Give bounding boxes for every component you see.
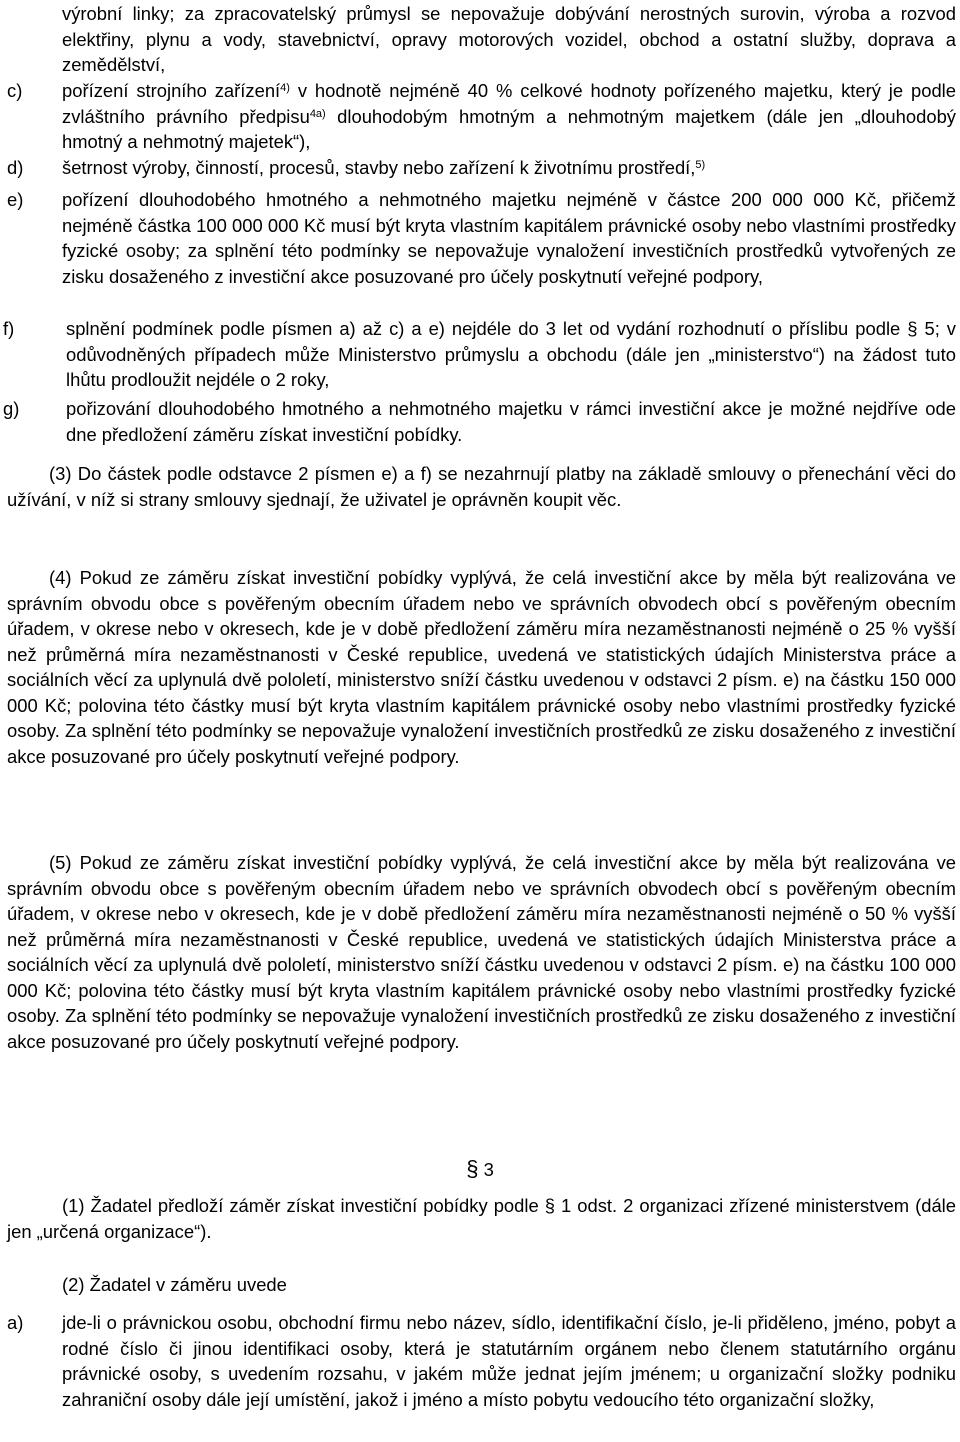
list-item-g	[3, 396, 956, 447]
section-symbol: §	[466, 1156, 479, 1181]
list-text: jde-li o právnickou osobu, obchodní firmu nebo název, sídlo, identifikační číslo, je-li přiděleno, jméno, pobyt a rodné číslo či jinou identifikaci osoby, která je statutárním orgánem nebo členem statutárního orgánu právnické osoby, s uvedením rozsahu, v jakém může jednat jejím jménem; u organizační složky podniku zahraniční osoby dále její umístění, jakož i jméno a místo pobytu vedoucího této organizační složky,	[62, 1312, 956, 1410]
list-label: e)	[7, 189, 24, 210]
list-item-e	[7, 187, 956, 289]
list-item-f	[3, 316, 956, 393]
continuation-paragraph: výrobní linky; za zpracovatelský průmysl se nepovažuje dobývání nerostných surovin, výroba a rozvod elektřiny, plynu a vody, stavebnictví, opravy motorových vozidel, obchod a ostatní služby, doprava a zemědělství,	[62, 3, 956, 75]
paragraph-3: (3) Do částek podle odstavce 2 písmen e) a f) se nezahrnují platby na základě smlouvy o přenechání věci do užívání, v níž si strany smlouvy sjednají, že uživatel je oprávněn koupit věc.	[7, 463, 956, 510]
footnote-ref: 5)	[695, 159, 706, 171]
footnote-ref: 4)	[280, 82, 290, 94]
list-item-c	[7, 78, 956, 155]
section-number: 3	[483, 1159, 494, 1180]
section3-paragraph-2: (2) Žadatel v záměru uvede	[62, 1274, 287, 1295]
list-text: splnění podmínek podle písmen a) až c) a e) nejdéle do 3 let od vydání rozhodnutí o příslibu podle § 5; v odůvodněných případech může Ministerstvo průmyslu a obchodu (dále jen „ministerstvo“) na žádost tuto lhůtu prodloužit nejdéle o 2 roky,	[66, 318, 956, 390]
list-label: f)	[3, 318, 15, 339]
list-item-d	[7, 155, 956, 181]
list-label: a)	[7, 1312, 24, 1333]
list-label: d)	[7, 157, 24, 178]
list-label: g)	[3, 398, 20, 419]
footnote-ref: 4a)	[309, 107, 326, 120]
list-text: pořízení strojního zařízení$^{4)}$ v hodnotě nejméně 40 % celkové hodnoty pořízeného majetku, který je podle zvláštního právního předpisu$^{4a)}$ dlouhodobým hmotným a nehmotným majetkem (dále jen „dlouhodobý hmotný a nehmotný majetek“),	[62, 80, 957, 152]
list-text: šetrnost výroby, činností, procesů, stavby nebo zařízení k životnímu prostředí,$^{5)}$	[62, 157, 706, 178]
paragraph-4: (4) Pokud ze záměru získat investiční pobídky vyplývá, že celá investiční akce by měla být realizována ve správním obvodu obce s pověřeným obecním úřadem nebo ve správních obvodech obcí s pověřeným obecním úřadem, v okrese nebo v okresech, kde je v době předložení záměru míra nezaměstnanosti nejméně o 25 % vyšší než průměrná míra nezaměstnanosti v České republice, uvedená ve statistických údajích Ministerstva práce a sociálních věcí za uplynulá dvě pololetí, ministerstvo sníží částku uvedenou v odstavci 2 písm. e) na částku 150 000 000 Kč; polovina této částky musí být kryta vlastním kapitálem právnické osoby nebo vlastními prostředky fyzické osoby. Za splnění této podmínky se nepovažuje vynaložení investičních prostředků ze zisku dosaženého z investiční akce posuzované pro účely poskytnutí veřejné podpory.	[7, 567, 956, 767]
list-text: pořizování dlouhodobého hmotného a nehmotného majetku v rámci investiční akce je možné nejdříve ode dne předložení záměru získat investiční pobídky.	[66, 398, 956, 445]
list-text: pořízení dlouhodobého hmotného a nehmotného majetku nejméně v částce 200 000 000 Kč, přičemž nejméně částka 100 000 000 Kč musí být kryta vlastním kapitálem právnické osoby nebo vlastními prostředky fyzické osoby; za splnění této podmínky se nepovažuje vynaložení investičních prostředků vytvořených ze zisku dosaženého z investiční akce posuzované pro účely poskytnutí veřejné podpory,	[62, 189, 956, 287]
list-label: c)	[7, 80, 23, 101]
list-item-a	[7, 1310, 956, 1412]
section-heading	[0, 1156, 960, 1183]
paragraph-5: (5) Pokud ze záměru získat investiční pobídky vyplývá, že celá investiční akce by měla být realizována ve správním obvodu obce s pověřeným obecním úřadem nebo ve správních obvodech obcí s pověřeným obecním úřadem, v okrese nebo v okresech, kde je v době předložení záměru míra nezaměstnanosti nejméně o 50 % vyšší než průměrná míra nezaměstnanosti v České republice, uvedená ve statistických údajích Ministerstva práce a sociálních věcí za uplynulá dvě pololetí, ministerstvo sníží částku uvedenou v odstavci 2 písm. e) na částku 100 000 000 Kč; polovina této částky musí být kryta vlastním kapitálem právnické osoby nebo vlastními prostředky fyzické osoby. Za splnění této podmínky se nepovažuje vynaložení investičních prostředků ze zisku dosaženého z investiční akce posuzované pro účely poskytnutí veřejné podpory.	[7, 852, 956, 1052]
section3-paragraph-1: (1) Žadatel předloží záměr získat investiční pobídky podle § 1 odst. 2 organizaci zřízené ministerstvem (dále jen „určená organizace“).	[7, 1195, 956, 1242]
